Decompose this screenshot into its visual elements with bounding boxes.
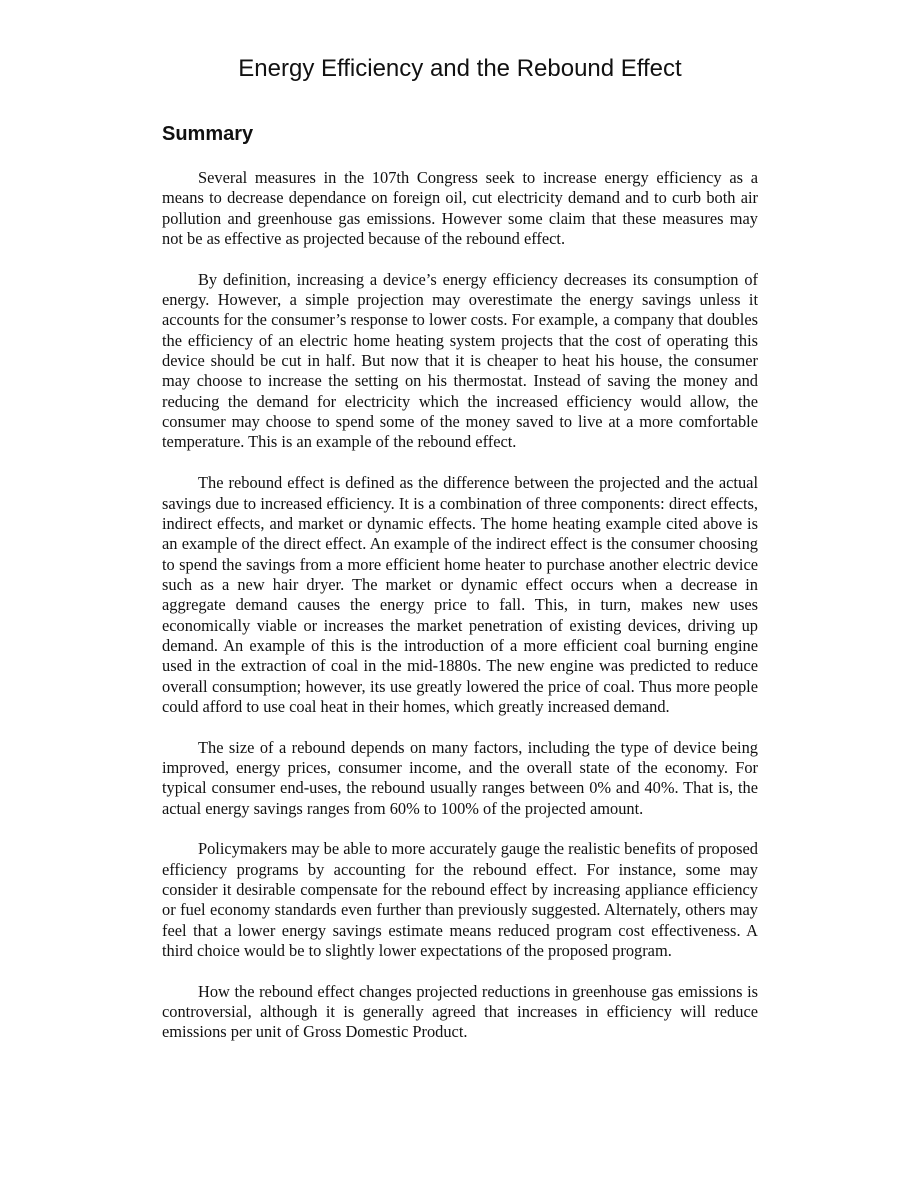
paragraph: Several measures in the 107th Congress seek to increase energy efficiency as a means to decrease dependance on foreign oil, cut electricity demand and to curb both air pollution and greenhouse gas emissions. However some claim that these measures may not be as effective as projected because of the rebound effect. (162, 168, 758, 249)
paragraph: How the rebound effect changes projected reductions in greenhouse gas emissions is controversial, although it is generally agreed that increases in efficiency will reduce emissions per unit of Gross Domestic Product. (162, 981, 758, 1042)
paragraph: Policymakers may be able to more accurately gauge the realistic benefits of proposed efficiency programs by accounting for the rebound effect. For instance, some may consider it desirable compensate for the rebound effect by increasing appliance efficiency or fuel economy standards even further than previously suggested. Alternately, others may feel that a lower energy savings estimate means reduced program cost effectiveness. A third choice would be to slightly lower expectations of the proposed program. (162, 839, 758, 961)
document-title: Energy Efficiency and the Rebound Effect (238, 55, 682, 82)
paragraph: The rebound effect is defined as the difference between the projected and the actual savings due to increased efficiency. It is a combination of three components: direct effects, indirect effects, and market or dynamic effects. The home heating example cited above is an example of the direct effect. An example of the indirect effect is the consumer choosing to spend the savings from a more efficient home heater to purchase another electric device such as a new hair dryer. The market or dynamic effect occurs when a decrease in aggregate demand causes the energy price to fall. This, in turn, makes new uses economically viable or increases the market penetration of existing devices, driving up demand. An example of this is the introduction of a more efficient coal burning engine used in the extraction of coal in the mid-1880s. The new engine was predicted to reduce overall consumption; however, its use greatly lowered the price of coal. Thus more people could afford to use coal heat in their homes, which greatly increased demand. (162, 473, 758, 716)
summary-body (162, 168, 758, 1063)
paragraph: By definition, increasing a device’s energy efficiency decreases its consumption of energy. However, a simple projection may overestimate the energy savings unless it accounts for the consumer’s response to lower costs. For example, a company that doubles the efficiency of an electric home heating system projects that the cost of operating this device should be cut in half. But now that it is cheaper to heat his house, the consumer may choose to increase the setting on his thermostat. Instead of saving the money and reducing the demand for electricity which the increased efficiency would allow, the consumer may choose to spend some of the money saved to live at a more comfortable temperature. This is an example of the rebound effect. (162, 269, 758, 452)
paragraph: The size of a rebound depends on many factors, including the type of device being improved, energy prices, consumer income, and the overall state of the economy. For typical consumer end-uses, the rebound usually ranges between 0% and 40%. That is, the actual energy savings ranges from 60% to 100% of the projected amount. (162, 737, 758, 818)
section-heading-summary: Summary (162, 123, 254, 145)
